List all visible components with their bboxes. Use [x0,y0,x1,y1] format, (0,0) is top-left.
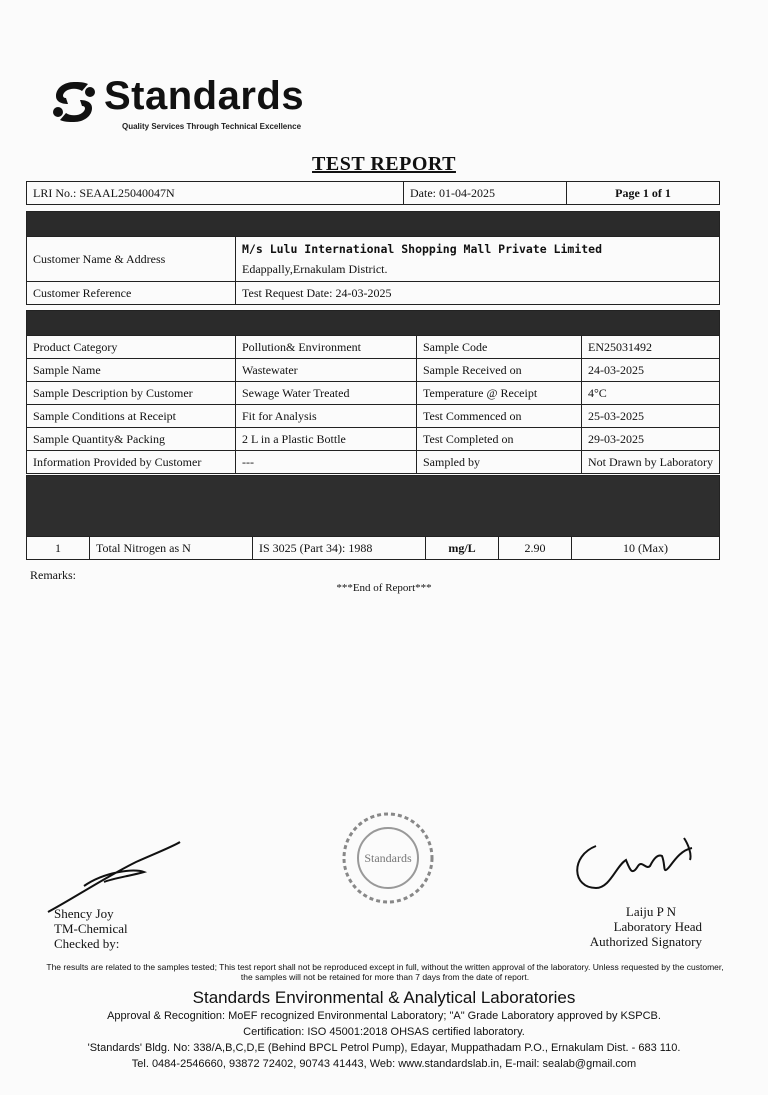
header-table [26,181,720,205]
standards-logo-icon [48,78,100,126]
remarks-label: Remarks: [30,568,76,582]
customer-name-label: Customer Name & Address [27,237,236,282]
end-of-report: ***End of Report*** [336,582,432,594]
customer-name-address [236,237,720,282]
lri-number: LRI No.: SEAAL25040047N [27,182,404,205]
company-logo [48,70,348,140]
field-label: Sample Name [27,359,236,382]
result-method: IS 3025 (Part 34): 1988 [253,537,426,560]
logo-tagline: Quality Services Through Technical Excellence [122,122,302,131]
report-title: TEST REPORT [312,153,456,175]
table-row [27,451,720,474]
field-value: Fit for Analysis [236,405,417,428]
customer-reference-label: Customer Reference [27,282,236,305]
table-row [27,359,720,382]
customer-reference-value: Test Request Date: 24-03-2025 [236,282,720,305]
lab-name: Standards Environmental & Analytical Laboratories [192,988,576,1007]
field-label-2: Test Completed on [417,428,582,451]
logo-brand-name: Standards [104,74,305,118]
field-value: 2 L in a Plastic Bottle [236,428,417,451]
table-row [27,382,720,405]
field-label: Sample Quantity& Packing [27,428,236,451]
field-label: Sample Description by Customer [27,382,236,405]
sample-details-table [26,310,720,474]
disclaimer-note: The results are related to the samples tested; This test report shall not be reproduced except in full, without the written approval of the laboratory. Unless requested by the customer, the samples will not be retained for more than 7 days from the date of report. [46,962,724,982]
authorized-signature [566,826,706,906]
field-value-2: 24-03-2025 [582,359,720,382]
field-value-2: 4°C [582,382,720,405]
field-label: Information Provided by Customer [27,451,236,474]
field-value-2: EN25031492 [582,336,720,359]
field-label-2: Sample Received on [417,359,582,382]
certification-line: Certification: ISO 45001:2018 OHSAS certified laboratory. [243,1026,525,1038]
field-value: Pollution& Environment [236,336,417,359]
customer-address: Edappally,Ernakulam District. [242,261,388,276]
result-value: 2.90 [499,537,572,560]
customer-table [26,211,720,305]
field-value: Sewage Water Treated [236,382,417,405]
section-header-bar [27,212,720,237]
stamp-text: Standards [364,851,412,865]
field-value-2: 25-03-2025 [582,405,720,428]
table-row [27,336,720,359]
field-label-2: Test Commenced on [417,405,582,428]
result-parameter: Total Nitrogen as N [90,537,253,560]
report-date: Date: 01-04-2025 [404,182,567,205]
results-table [26,475,720,560]
field-label: Product Category [27,336,236,359]
table-row [27,428,720,451]
result-unit: mg/L [426,537,499,560]
address-line: 'Standards' Bldg. No: 338/A,B,C,D,E (Behind BPCL Petrol Pump), Edayar, Muppathadam P.O., Ernakulam Dist. - 683 110. [87,1042,681,1054]
field-label-2: Temperature @ Receipt [417,382,582,405]
checked-by-block [54,906,128,951]
field-label: Sample Conditions at Receipt [27,405,236,428]
checked-by-name: Shency Joy [54,906,114,921]
lab-seal-stamp [338,808,438,908]
approval-line: Approval & Recognition: MoEF recognized Environmental Laboratory; "A" Grade Laboratory approved by KSPCB. [107,1010,661,1022]
checked-by-label: Checked by: [54,936,120,951]
result-sl: 1 [27,537,90,560]
field-value-2: 29-03-2025 [582,428,720,451]
result-limit: 10 (Max) [572,537,720,560]
sample-section-header-bar [27,311,720,336]
field-label-2: Sample Code [417,336,582,359]
authorized-block [590,904,702,949]
field-value-2: Not Drawn by Laboratory [582,451,720,474]
field-value: --- [236,451,417,474]
customer-name: M/s Lulu International Shopping Mall Private Limited [242,241,603,256]
table-row [27,537,720,560]
authorized-role: Laboratory Head [613,919,702,934]
page-number: Page 1 of 1 [567,182,720,205]
contact-line: Tel. 0484-2546660, 93872 72402, 90743 41443, Web: www.standardslab.in, E-mail: sealab@gmail.com [131,1058,637,1070]
authorized-label: Authorized Signatory [589,934,702,949]
results-header-bar [27,476,720,537]
authorized-name: Laiju P N [625,904,676,919]
field-label-2: Sampled by [417,451,582,474]
field-value: Wastewater [236,359,417,382]
checked-by-role: TM-Chemical [54,921,128,936]
table-row [27,405,720,428]
